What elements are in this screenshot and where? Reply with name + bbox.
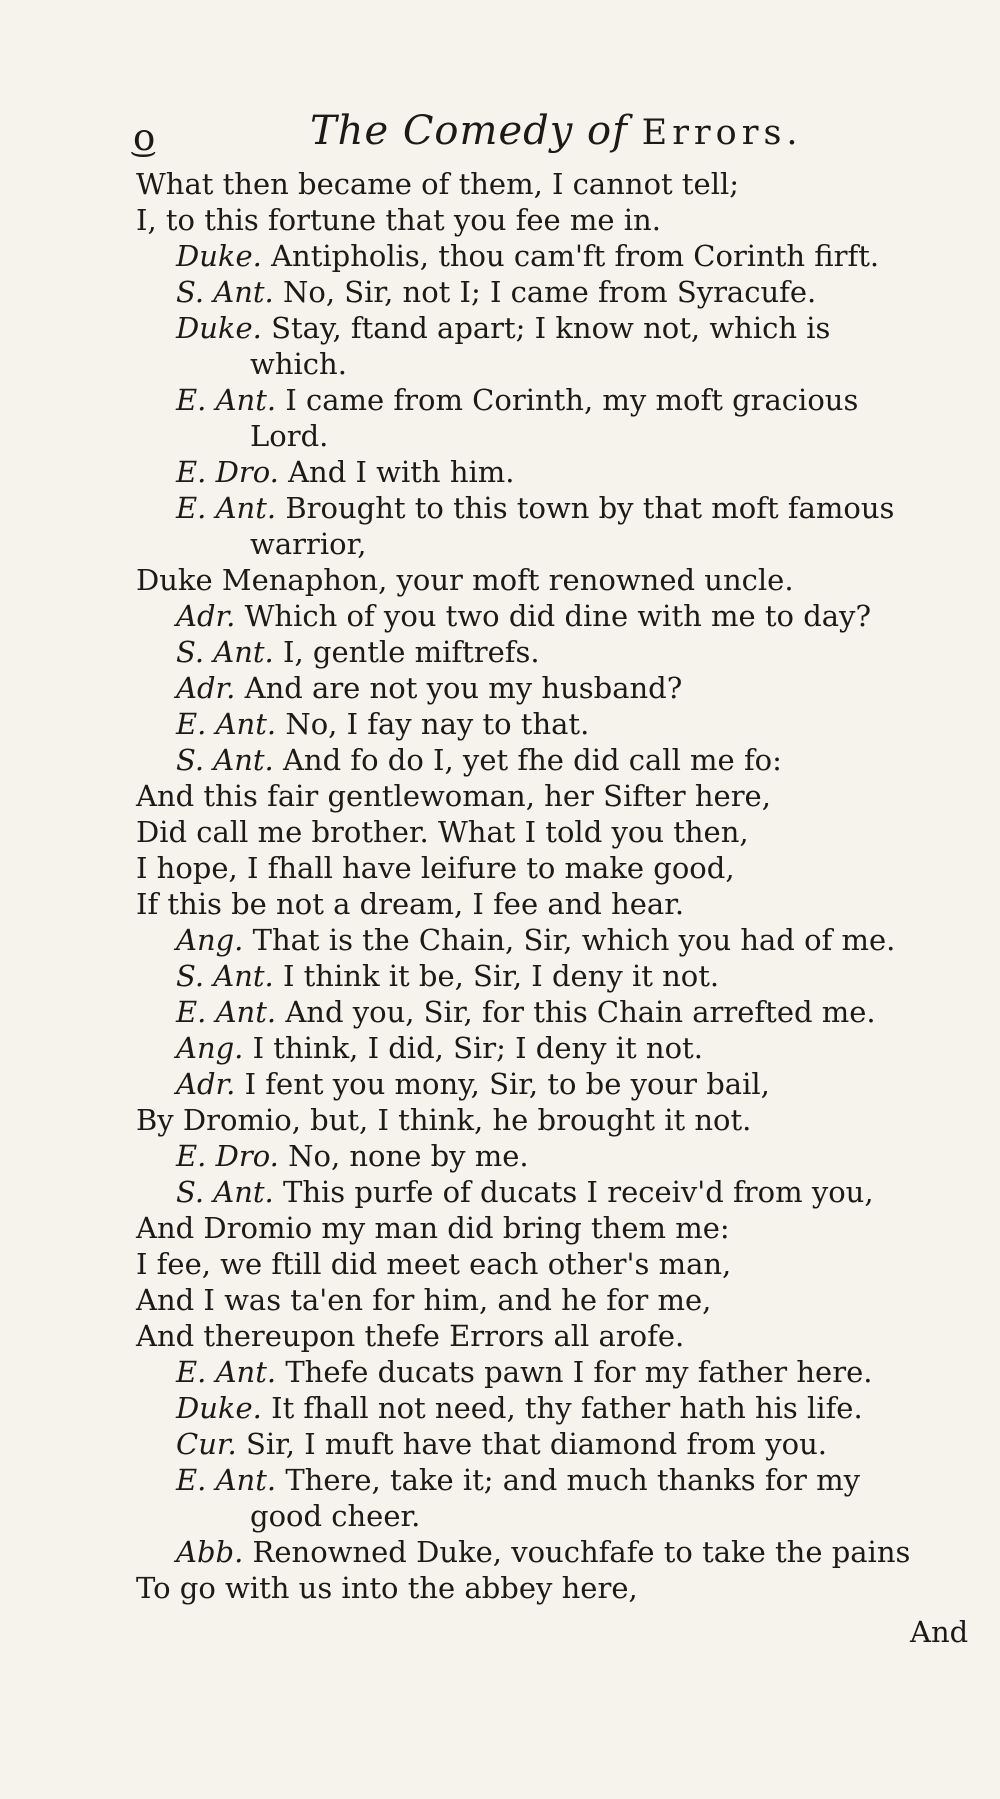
text-line [136, 1390, 976, 1426]
line-text: If this be not a dream, I fee and hear. [136, 887, 685, 921]
text-line [136, 958, 976, 994]
page-number: ͜o [132, 116, 157, 159]
text-line [136, 922, 976, 958]
line-text: I think, I did, Sir; I deny it not. [252, 1031, 703, 1065]
line-text: And I was ta'en for him, and he for me, [136, 1283, 712, 1317]
text-line [136, 886, 976, 922]
running-header [132, 108, 972, 168]
line-text: And thereupon thefe Errors all arofe. [136, 1319, 685, 1353]
line-text: Lord. [250, 419, 329, 453]
speaker-name: Abb. [176, 1535, 244, 1569]
line-text: which. [250, 347, 347, 381]
speaker-name: E. Ant. [176, 995, 277, 1029]
text-line [136, 1138, 976, 1174]
text-line [136, 382, 976, 418]
text-line [136, 1174, 976, 1210]
line-text: No, Sir, not I; I came from Syracufe. [282, 275, 817, 309]
speaker-name: Duke. [176, 1391, 262, 1425]
text-line [136, 526, 976, 562]
line-text: And are not you my husband? [244, 671, 683, 705]
text-line [136, 1534, 976, 1570]
line-text: It fhall not need, thy father hath his life. [271, 1391, 863, 1425]
line-text: Antipholis, thou cam'ft from Corinth firft. [271, 239, 880, 273]
text-line [136, 814, 976, 850]
speaker-name: E. Ant. [176, 491, 277, 525]
speaker-name: S. Ant. [176, 959, 274, 993]
text-line [136, 706, 976, 742]
line-text: Brought to this town by that moft famous [285, 491, 895, 525]
line-text: What then became of them, I cannot tell; [136, 167, 740, 201]
line-text: That is the Chain, Sir, which you had of me. [252, 923, 896, 957]
text-line [136, 346, 976, 382]
text-line [136, 1102, 976, 1138]
text-line [136, 850, 976, 886]
line-text: No, I fay nay to that. [285, 707, 590, 741]
text-line [136, 454, 976, 490]
line-text: good cheer. [250, 1499, 421, 1533]
text-line [136, 1282, 976, 1318]
text-line [136, 778, 976, 814]
text-line [136, 1462, 976, 1498]
text-line [136, 1354, 976, 1390]
text-line [136, 166, 976, 202]
speaker-name: S. Ant. [176, 743, 274, 777]
text-line [136, 1498, 976, 1534]
text-line [136, 562, 976, 598]
text-line [136, 1426, 976, 1462]
text-line [136, 1210, 976, 1246]
text-line [136, 742, 976, 778]
text-line [136, 1066, 976, 1102]
speaker-name: E. Ant. [176, 383, 277, 417]
line-text: Sir, I muft have that diamond from you. [245, 1427, 827, 1461]
speaker-name: Cur. [176, 1427, 237, 1461]
speaker-name: Ang. [176, 1031, 244, 1065]
line-text: I, gentle miftrefs. [282, 635, 540, 669]
line-text: And I with him. [288, 455, 515, 489]
line-text: And this fair gentlewoman, her Sifter here, [136, 779, 771, 813]
speaker-name: Adr. [176, 671, 236, 705]
speaker-name: Adr. [176, 599, 236, 633]
line-text: I, to this fortune that you fee me in. [136, 203, 661, 237]
text-line [136, 634, 976, 670]
text-line [136, 1570, 976, 1606]
text-line [136, 274, 976, 310]
line-text: Thefe ducats pawn I for my father here. [285, 1355, 873, 1389]
line-text: And Dromio my man did bring them me: [136, 1211, 730, 1245]
title-italic: The Comedy of [310, 108, 628, 154]
line-text: warrior, [250, 527, 367, 561]
speaker-name: S. Ant. [176, 635, 274, 669]
line-text: Which of you two did dine with me to day? [244, 599, 871, 633]
text-line [136, 490, 976, 526]
catchword: And [910, 1615, 969, 1649]
line-text: I hope, I fhall have leifure to make good, [136, 851, 735, 885]
text-line [136, 670, 976, 706]
text-line [136, 238, 976, 274]
line-text: I fent you mony, Sir, to be your bail, [244, 1067, 770, 1101]
line-text: Renowned Duke, vouchfafe to take the pains [252, 1535, 911, 1569]
line-text: There, take it; and much thanks for my [285, 1463, 860, 1497]
line-text: Stay, ftand apart; I know not, which is [271, 311, 831, 345]
play-text [136, 166, 976, 1606]
speaker-name: Adr. [176, 1067, 236, 1101]
speaker-name: Ang. [176, 923, 244, 957]
speaker-name: E. Ant. [176, 1463, 277, 1497]
title-caps: Errors. [641, 113, 803, 153]
text-line [136, 1030, 976, 1066]
line-text: No, none by me. [288, 1139, 529, 1173]
line-text: By Dromio, but, I think, he brought it not. [136, 1103, 752, 1137]
line-text: To go with us into the abbey here, [136, 1571, 638, 1605]
speaker-name: S. Ant. [176, 1175, 274, 1209]
line-text: And fo do I, yet fhe did call me fo: [282, 743, 782, 777]
text-line [136, 1318, 976, 1354]
text-line [136, 1246, 976, 1282]
line-text: I fee, we ftill did meet each other's man, [136, 1247, 732, 1281]
line-text: Duke Menaphon, your moft renowned uncle. [136, 563, 794, 597]
line-text: Did call me brother. What I told you then, [136, 815, 749, 849]
speaker-name: S. Ant. [176, 275, 274, 309]
line-text: And you, Sir, for this Chain arrefted me. [285, 995, 876, 1029]
speaker-name: E. Dro. [176, 1139, 279, 1173]
text-line [136, 310, 976, 346]
line-text: This purfe of ducats I receiv'd from you, [282, 1175, 874, 1209]
speaker-name: E. Dro. [176, 455, 279, 489]
text-line [136, 202, 976, 238]
speaker-name: E. Ant. [176, 1355, 277, 1389]
speaker-name: E. Ant. [176, 707, 277, 741]
text-line [136, 418, 976, 454]
line-text: I think it be, Sir, I deny it not. [282, 959, 720, 993]
line-text: I came from Corinth, my moft gracious [285, 383, 859, 417]
running-title [310, 108, 803, 154]
text-line [136, 994, 976, 1030]
text-line [136, 598, 976, 634]
speaker-name: Duke. [176, 311, 262, 345]
speaker-name: Duke. [176, 239, 262, 273]
